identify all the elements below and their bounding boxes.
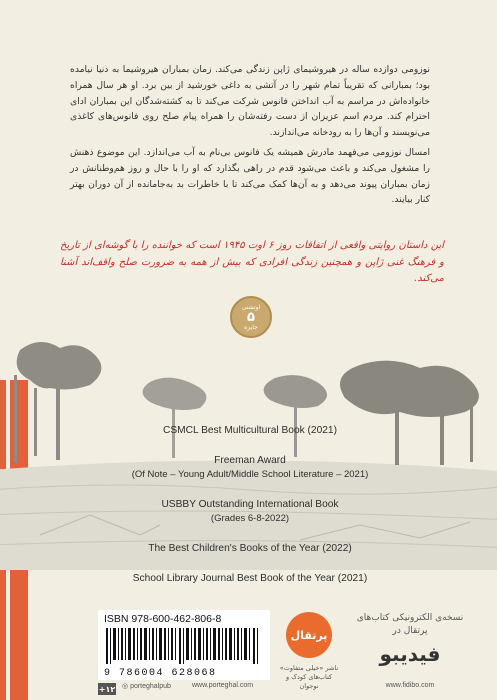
highlight-text: این داستان روایتی واقعی از اتفاقات روز ۶ اوت ۱۹۴۵ است که خواننده را با گوشه‌ای از تاریخ و فرهنگ غنی ژاپن و همچنین زندگی افرادی که بیش از همه به ضرورت صلح واقف‌اند آشنا می‌کند.	[60, 240, 444, 284]
synopsis-paragraph-1: نوزومی دوازده ساله در هیروشیمای ژاپن زندگی می‌کند. زمان بمباران هیروشیما به دنیا نیامده بود؛ بمبارانی که تقریباً تمام شهر را در آتشی به داغی خورشید از بین برد. او هر سال همراه خانواده‌اش در مراسم به آب انداختن فانوس شرکت می‌کند تا به کشته‌شدگان این بمباران ادای احترام کند. مردم اسم عزیزان از دست رفته‌شان را همراه پیام صلح روی فانوس‌های کاغذی می‌نویسند و آن‌ها را به رودخانه می‌اندازند.	[70, 64, 430, 139]
badge-bottom-label: جایزه	[244, 323, 258, 331]
award-title: The Best Children's Books of the Year (2022)	[148, 543, 352, 554]
award-item	[80, 454, 420, 482]
instagram-handle	[122, 682, 171, 690]
fidibo-website: www.fidibo.com	[385, 682, 435, 689]
badge-number: ۵	[247, 309, 255, 325]
instagram-icon: ◎	[122, 683, 129, 690]
synopsis-paragraph-2: امسال نوزومی می‌فهمد مادرش همیشه یک فانوس بی‌نام به آب می‌اندازد. این موضوع ذهنش را مشغول می‌کند و باعث می‌شود قدم در راهی بگذارد که او را با حال و روز هم‌وطنانش در زمان بمباران پیوند می‌دهد و به آن‌ها کمک می‌کند تا با خاطرات بد به‌جامانده از آن دوران بهتر کنار بیایند.	[70, 146, 430, 206]
award-title: School Library Journal Best Book of the Year (2021)	[132, 573, 368, 584]
award-item	[80, 572, 420, 586]
age-rating-badge: +۱۲	[98, 684, 116, 694]
awards-list	[80, 346, 420, 602]
award-item	[80, 542, 420, 556]
badge-top-label: اوتشتی	[241, 303, 261, 311]
publisher-tagline: ناشر «خیلی متفاوت» کتاب‌های کودک و نوجوان	[279, 664, 339, 690]
ebook-availability-text: نسخه‌ی الکترونیکی کتاب‌های پرتقال در	[356, 613, 464, 636]
publisher-logo	[286, 612, 332, 658]
publisher-name: پرتقال	[290, 628, 328, 642]
award-count-badge	[230, 296, 272, 338]
isbn-barcode-box	[98, 610, 270, 680]
fidibo-logo: فیدیبو	[379, 642, 441, 666]
instagram-handle-text: porteghalpub	[130, 683, 171, 690]
award-note: (Of Note – Young Adult/Middle School Literature – 2021)	[131, 469, 369, 480]
award-item	[80, 498, 420, 526]
award-title: CSMCL Best Multicultural Book (2021)	[162, 425, 337, 436]
barcode-image	[104, 628, 262, 664]
award-item	[80, 424, 420, 438]
isbn-number: ISBN 978-600-462-806-8	[104, 613, 222, 625]
barcode-digits: 9 786004 628068	[104, 668, 217, 679]
award-note: (Grades 6-8-2022)	[210, 513, 290, 524]
publisher-website: www.porteghal.com	[192, 682, 254, 689]
award-title: USBBY Outstanding International Book	[161, 499, 339, 510]
synopsis	[70, 62, 430, 212]
award-title: Freeman Award	[214, 455, 286, 466]
